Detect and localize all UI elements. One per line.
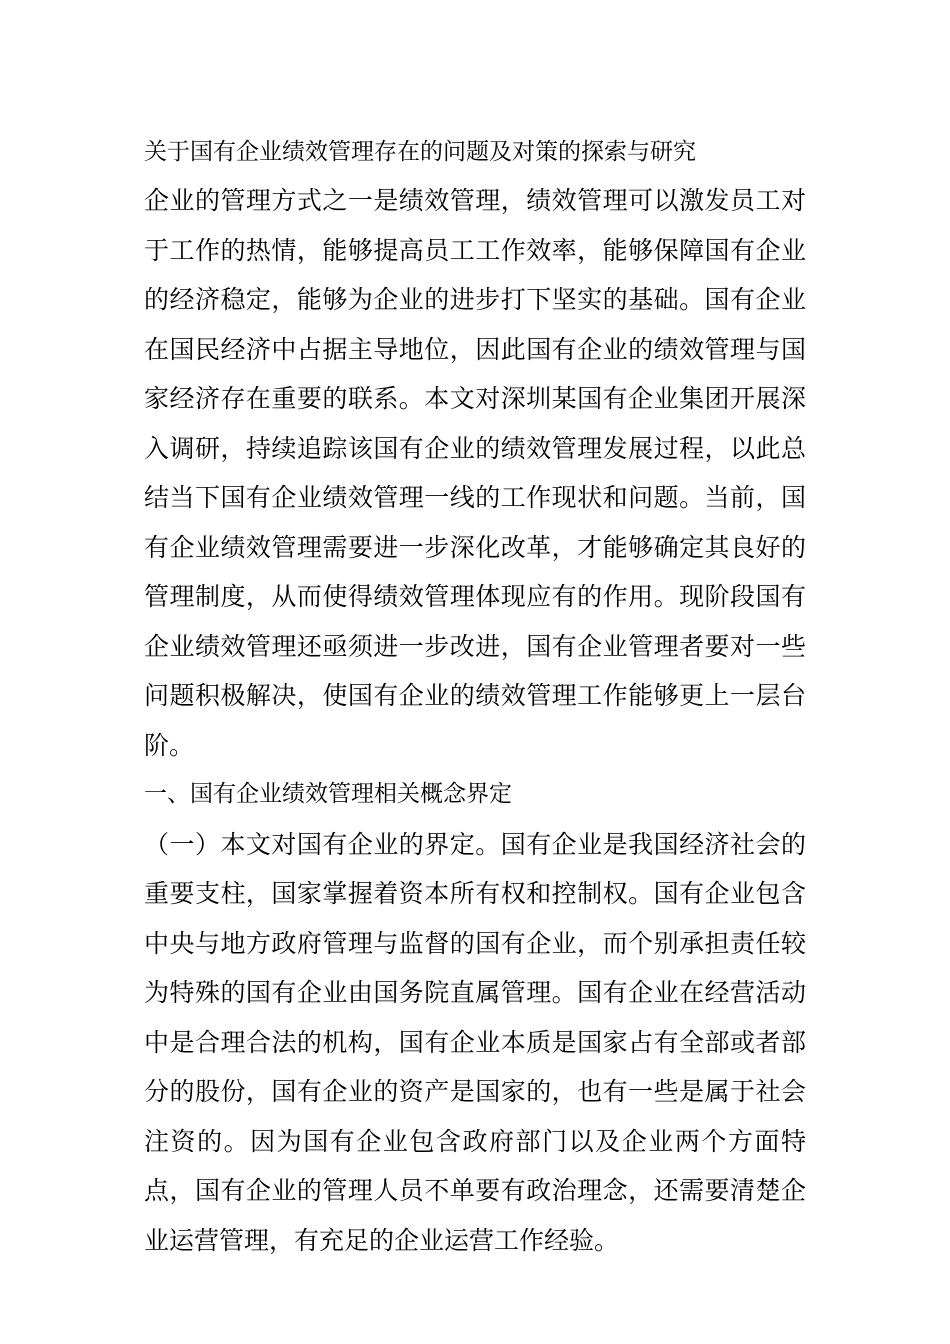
document-body	[144, 128, 806, 1265]
document-title: 关于国有企业绩效管理存在的问题及对策的探索与研究	[144, 139, 696, 165]
section-paragraph: （一）本文对国有企业的界定。国有企业是我国经济社会的重要支柱，国家掌握着资本所有权和控制权。国有企业包含中央与地方政府管理与监督的国有企业，而个别承担责任较为特殊的国有企业由国务院直属管理。国有企业在经营活动中是合理合法的机构，国有企业本质是国家占有全部或者部分的股份，国有企业的资产是国家的，也有一些是属于社会注资的。因为国有企业包含政府部门以及企业两个方面特点，国有企业的管理人员不单要有政治理念，还需要清楚企业运营管理，有充足的企业运营工作经验。	[144, 829, 806, 1255]
intro-paragraph: 企业的管理方式之一是绩效管理，绩效管理可以激发员工对于工作的热情，能够提高员工工作效率，能够保障国有企业的经济稳定，能够为企业的进步打下坚实的基础。国有企业在国民经济中占据主导地位，因此国有企业的绩效管理与国家经济存在重要的联系。本文对深圳某国有企业集团开展深入调研，持续追踪该国有企业的绩效管理发展过程，以此总结当下国有企业绩效管理一线的工作现状和问题。当前，国有企业绩效管理需要进一步深化改革，才能够确定其良好的管理制度，从而使得绩效管理体现应有的作用。现阶段国有企业绩效管理还亟须进一步改进，国有企业管理者要对一些问题积极解决，使国有企业的绩效管理工作能够更上一层台阶。	[144, 186, 806, 760]
section-heading: 一、国有企业绩效管理相关概念界定	[144, 781, 512, 807]
